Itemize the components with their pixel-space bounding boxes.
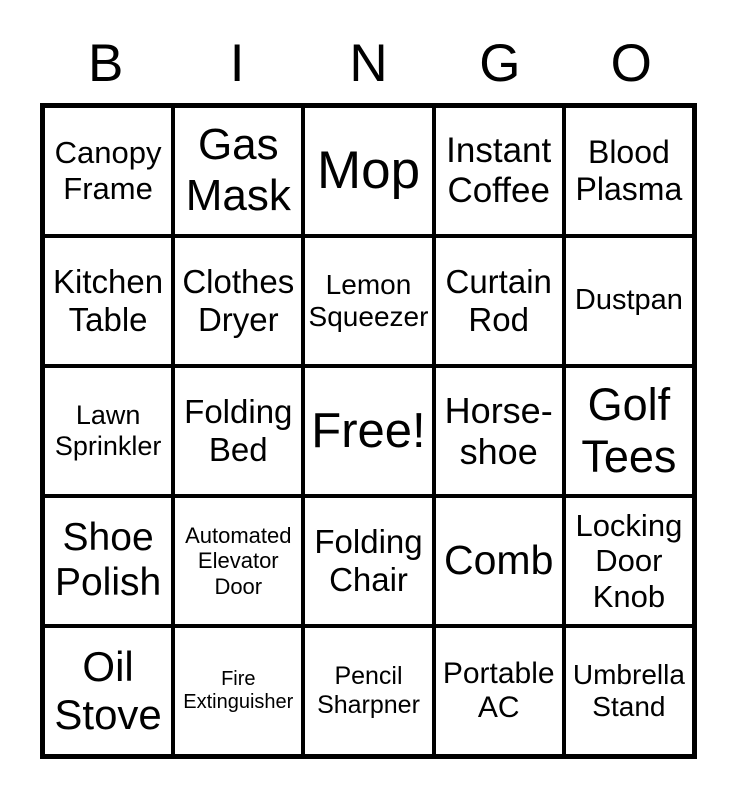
bingo-grid (40, 103, 697, 759)
bingo-cell[interactable]: Lemon Squeezer (305, 238, 431, 364)
bingo-cell[interactable]: Oil Stove (45, 628, 171, 754)
bingo-cell[interactable]: Blood Plasma (566, 108, 692, 234)
bingo-cell[interactable]: Umbrella Stand (566, 628, 692, 754)
bingo-cell[interactable]: Curtain Rod (436, 238, 562, 364)
bingo-cell[interactable]: Portable AC (436, 628, 562, 754)
bingo-cell[interactable]: Fire Extinguisher (175, 628, 301, 754)
bingo-cell[interactable]: Kitchen Table (45, 238, 171, 364)
bingo-cell[interactable]: Folding Chair (305, 498, 431, 624)
bingo-letter-b: B (88, 34, 124, 93)
bingo-cell[interactable]: Golf Tees (566, 368, 692, 494)
bingo-header (40, 34, 697, 93)
bingo-cell[interactable]: Instant Coffee (436, 108, 562, 234)
bingo-cell[interactable]: Lawn Sprinkler (45, 368, 171, 494)
free-space-cell[interactable]: Free! (305, 368, 431, 494)
bingo-cell[interactable]: Shoe Polish (45, 498, 171, 624)
bingo-cell[interactable]: Automated Elevator Door (175, 498, 301, 624)
bingo-letter-g: G (479, 34, 521, 93)
bingo-cell[interactable]: Pencil Sharpner (305, 628, 431, 754)
bingo-cell[interactable]: Horse-shoe (436, 368, 562, 494)
bingo-cell[interactable]: Canopy Frame (45, 108, 171, 234)
bingo-cell[interactable]: Folding Bed (175, 368, 301, 494)
bingo-cell[interactable]: Comb (436, 498, 562, 624)
bingo-cell[interactable]: Clothes Dryer (175, 238, 301, 364)
bingo-cell[interactable]: Locking Door Knob (566, 498, 692, 624)
bingo-letter-i: I (229, 34, 245, 93)
bingo-letter-n: N (349, 34, 388, 93)
bingo-letter-o: O (610, 34, 652, 93)
bingo-cell[interactable]: Mop (305, 108, 431, 234)
bingo-cell[interactable]: Dustpan (566, 238, 692, 364)
bingo-cell[interactable]: Gas Mask (175, 108, 301, 234)
